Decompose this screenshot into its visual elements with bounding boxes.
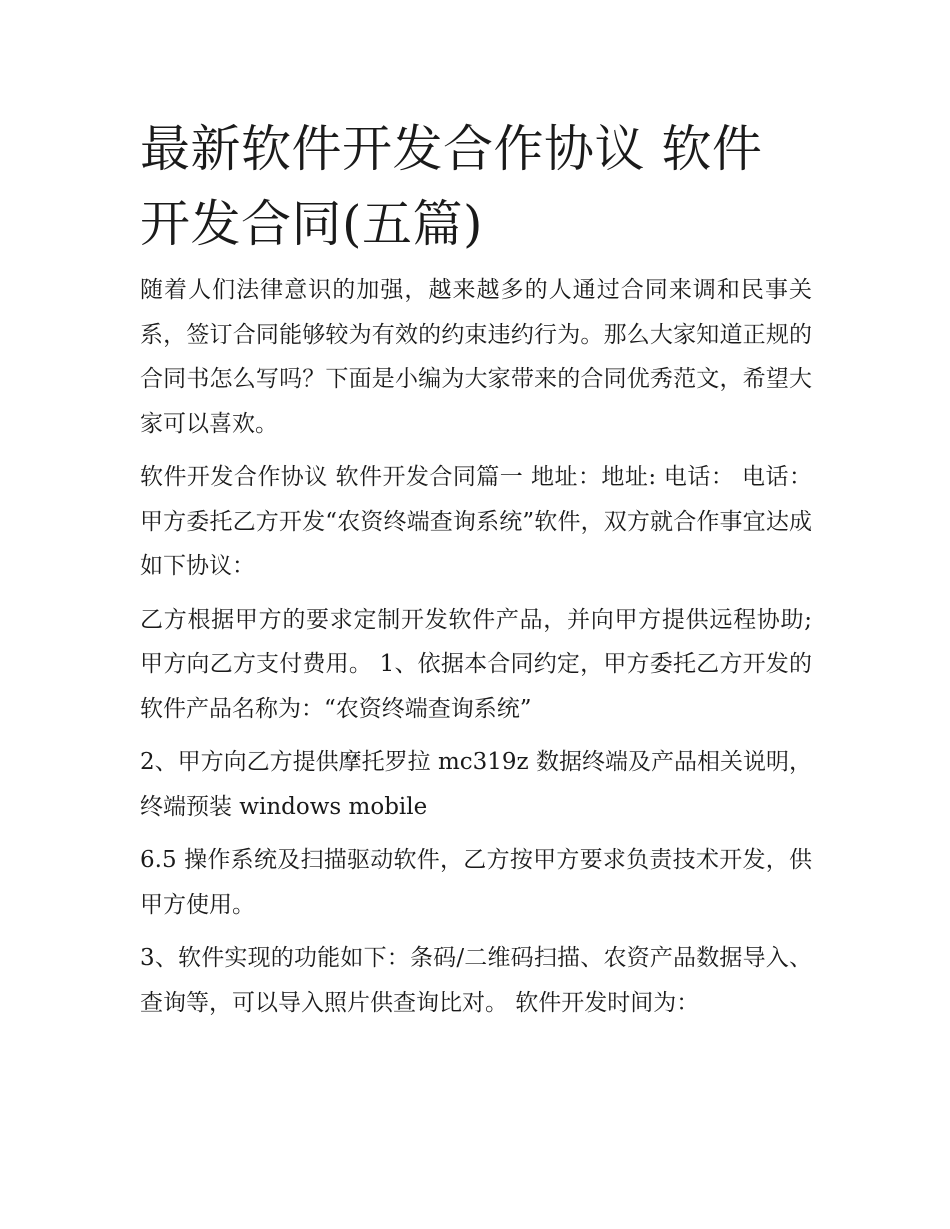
paragraph-parties: 软件开发合作协议 软件开发合同篇一 地址：地址: 电话： 电话： 甲方委托乙方开发“农资终端查询系统”软件，双方就合作事宜达成如下协议： bbox=[140, 464, 812, 579]
paragraph-intro: 随着人们法律意识的加强，越来越多的人通过合同来调和民事关系，签订合同能够较为有效的约束违约行为。那么大家知道正规的合同书怎么写吗？下面是小编为大家带来的合同优秀范文，希望大家可以喜欢。 bbox=[140, 277, 812, 437]
paragraph-scope: 乙方根据甲方的要求定制开发软件产品，并向甲方提供远程协助;甲方向乙方支付费用。 1、依据本合同约定，甲方委托乙方开发的软件产品名称为：“农资终端查询系统” bbox=[140, 606, 812, 722]
paragraph-clause-2-cont: 6.5 操作系统及扫描驱动软件，乙方按甲方要求负责技术开发，供甲方使用。 bbox=[140, 847, 812, 918]
document-title: 最新软件开发合作协议 软件开发合同(五篇) bbox=[140, 120, 763, 253]
paragraph-clause-2: 2、甲方向乙方提供摩托罗拉 mc319z 数据终端及产品相关说明，终端预装 windows mobile bbox=[140, 749, 812, 820]
document-page bbox=[140, 112, 812, 1034]
paragraph-clause-3: 3、软件实现的功能如下：条码/二维码扫描、农资产品数据导入、查询等，可以导入照片供查询比对。 软件开发时间为： bbox=[140, 945, 812, 1016]
